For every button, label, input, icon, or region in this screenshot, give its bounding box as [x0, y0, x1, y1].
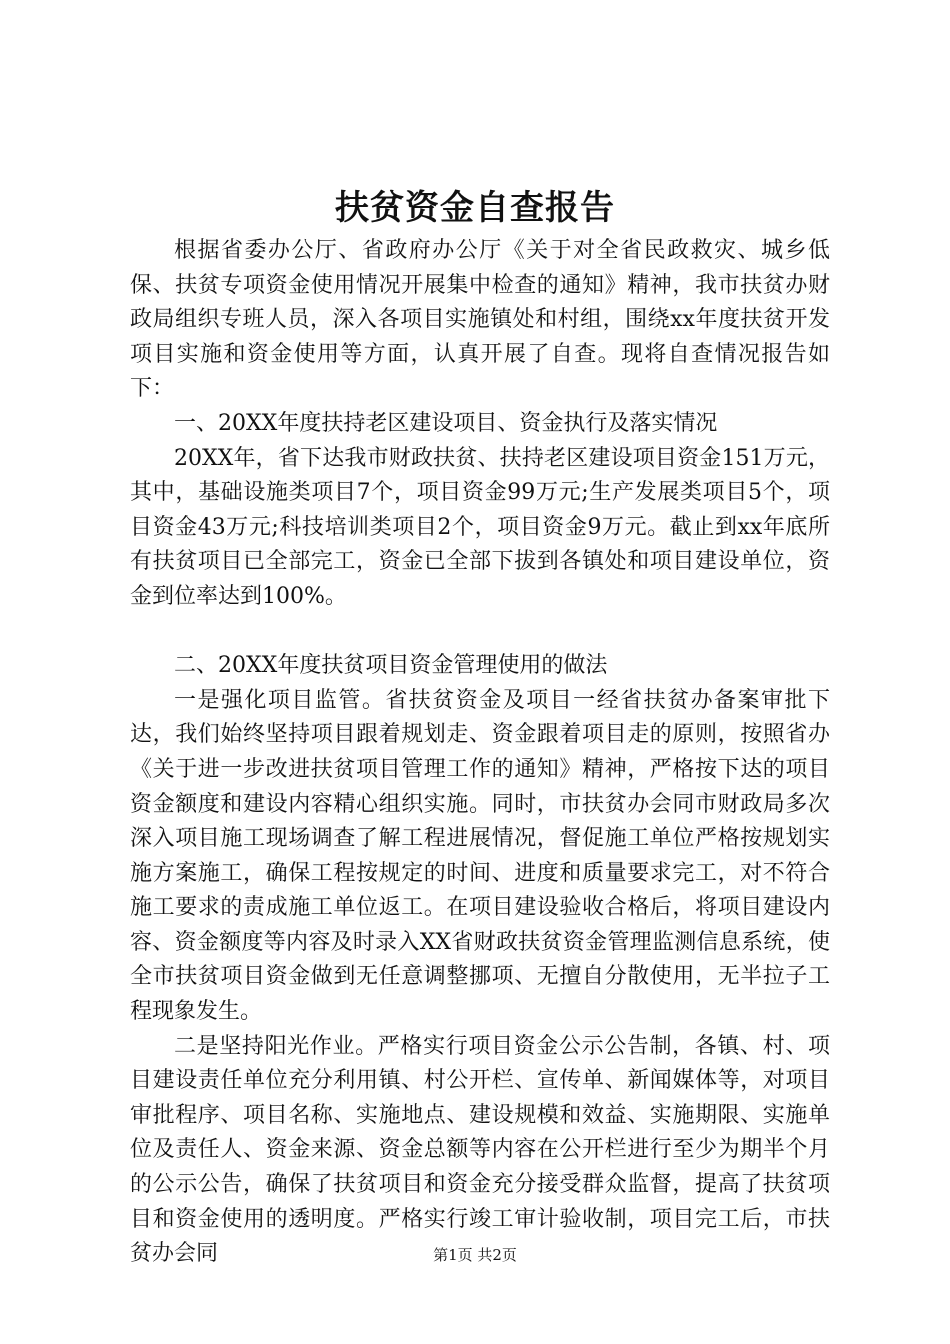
paragraph-spacer — [130, 615, 830, 650]
point-2-paragraph: 二是坚持阳光作业。严格实行项目资金公示公告制，各镇、村、项目建设责任单位充分利用镇、村公开栏、宣传单、新闻媒体等，对项目审批程序、项目名称、实施地点、建设规模和效益、实施期限、实施单位及责任人、资金来源、资金总额等内容在公开栏进行至少为期半个月的公示公告，确保了扶贫项目和资金充分接受群众监督，提高了扶贫项目和资金使用的透明度。严格实行竣工审计验收制，项目完工后，市扶贫办会同 — [130, 1033, 830, 1267]
page-number-footer: 第1页 共2页 — [433, 1246, 517, 1264]
section-heading-1: 一、20XX年度扶持老区建设项目、资金执行及落实情况 — [174, 410, 718, 436]
document-body — [130, 234, 830, 1272]
page-title: 扶贫资金自查报告 — [335, 188, 615, 228]
section-heading-2: 二、20XX年度扶贫项目资金管理使用的做法 — [174, 653, 608, 679]
section-1-paragraph: 20XX年，省下达我市财政扶贫、扶持老区建设项目资金151万元，其中，基础设施类项目7个，项目资金99万元;生产发展类项目5个，项目资金43万元;科技培训类项目2个，项目资金9万元。截止到xx年底所有扶贫项目已全部完工，资金已全部下拔到各镇处和项目建设单位，资金到位率达到100%。 — [130, 445, 830, 609]
point-1-paragraph: 一是强化项目监管。省扶贫资金及项目一经省扶贫办备案审批下达，我们始终坚持项目跟着规划走、资金跟着项目走的原则，按照省办《关于进一步改进扶贫项目管理工作的通知》精神，严格按下达的项目资金额度和建设内容精心组织实施。同时，市扶贫办会同市财政局多次深入项目施工现场调查了解工程进展情况，督促施工单位严格按规划实施方案施工，确保工程按规定的时间、进度和质量要求完工，对不符合施工要求的责成施工单位返工。在项目建设验收合格后，将项目建设内容、资金额度等内容及时录入XX省财政扶贫资金管理监测信息系统，使全市扶贫项目资金做到无任意调整挪项、无擅自分散使用，无半拉子工程现象发生。 — [130, 687, 830, 1025]
intro-paragraph: 根据省委办公厅、省政府办公厅《关于对全省民政救灾、城乡低保、扶贫专项资金使用情况开展集中检查的通知》精神，我市扶贫办财政局组织专班人员，深入各项目实施镇处和村组，围绕xx年度扶贫开发项目实施和资金使用等方面，认真开展了自查。现将自查情况报告如下： — [130, 238, 830, 402]
